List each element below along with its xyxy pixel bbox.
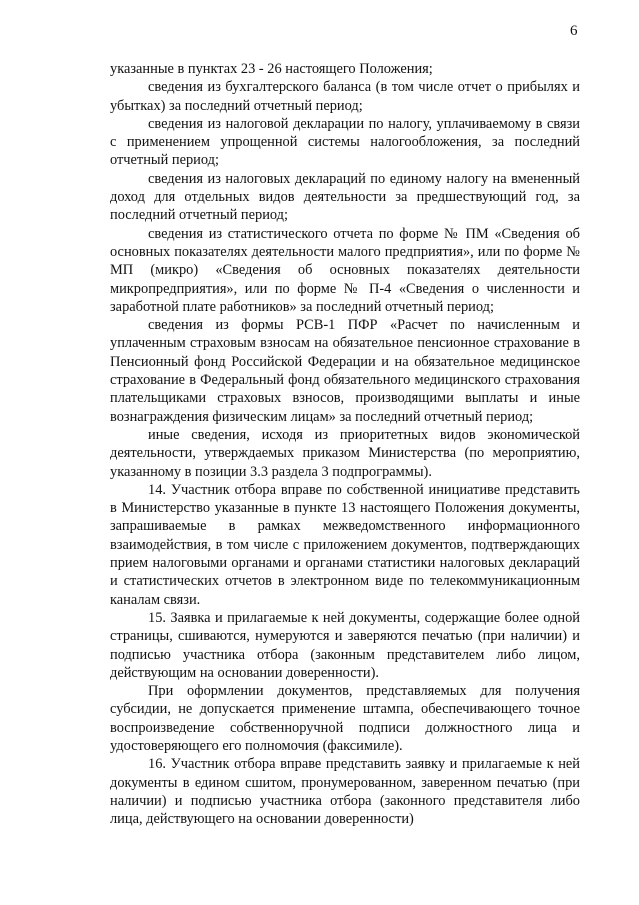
page-number: 6 — [570, 23, 578, 39]
paragraph-statistical-report: сведения из статистического отчета по форме № ПМ «Сведения об основных показателях деятельности малого предприятия», или по форме № МП (микро) «Сведения об основных показателях деятельности микропредприятия», или по форме № П-4 «Сведения о численности и заработной плате работников» за последний отчетный период; — [110, 225, 580, 315]
paragraph-item-14: 14. Участник отбора вправе по собственной инициативе представить в Министерство указанные в пункте 13 настоящего Положения документы, запрашиваемые в рамках межведомственного информационного взаимодействия, в том числе с приложением документов, подтверждающих прием налоговыми органами и органами статистики налоговых деклараций и статистических отчетов в электронном виде по телекоммуникационным каналам связи. — [110, 481, 580, 608]
paragraph-balance-sheet: сведения из бухгалтерского баланса (в том числе отчет о прибылях и убытках) за последний отчетный период; — [110, 79, 580, 114]
paragraph-item-15: 15. Заявка и прилагаемые к ней документы, содержащие более одной страницы, сшиваются, нумеруются и заверяются печатью (при наличии) и подписью участника отбора (законным представителем либо лицом, действующим на основании доверенности). — [110, 609, 580, 681]
paragraph-continuation: указанные в пунктах 23 - 26 настоящего Положения; — [110, 61, 433, 77]
paragraph-item-16: 16. Участник отбора вправе представить заявку и прилагаемые к ней документы в едином сшитом, пронумерованном, заверенном печатью (при наличии) и подписью участника отбора (законного представителя либо лица, действующего на основании доверенности) — [110, 756, 580, 828]
paragraph-tax-declaration: сведения из налоговой декларации по налогу, уплачиваемому в связи с применением упрощенной системы налогообложения, за последний отчетный период; — [110, 115, 580, 169]
paragraph-rsv1-form: сведения из формы РСВ-1 ПФР «Расчет по начисленным и уплаченным страховым взносам на обязательное пенсионное страхование в Пенсионный фонд Российской Федерации и на обязательное медицинское страхование в Федеральный фонд обязательного медицинского страхования плательщиками страховых взносов, производящими выплаты и иные вознаграждения физическим лицам» за последний отчетный период; — [110, 317, 580, 425]
paragraph-imputed-income-tax: сведения из налоговых деклараций по единому налогу на вмененный доход для отдельных видов деятельности за предшествующий год, за последний отчетный период; — [110, 170, 580, 224]
document-body — [110, 60, 580, 828]
paragraph-facsimile: При оформлении документов, представляемых для получения субсидии, не допускается применение штампа, обеспечивающего точное воспроизведение собственноручной подписи должностного лица и удостоверяющего его полномочия (факсимиле). — [110, 683, 580, 754]
paragraph-other-info: иные сведения, исходя из приоритетных видов экономической деятельности, утверждаемых приказом Министерства (по мероприятию, указанному в позиции 3.3 раздела 3 подпрограммы). — [110, 426, 580, 480]
